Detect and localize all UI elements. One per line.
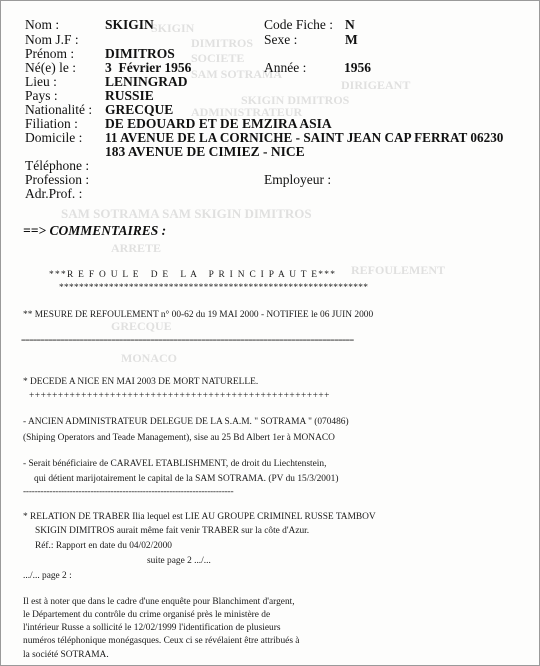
- comment-line: **************************************************************: [59, 283, 369, 293]
- bleed-text: SAM SOTRAMA SAM SKIGIN DIMITROS: [61, 206, 312, 221]
- annee-label: Année :: [264, 60, 307, 75]
- prenom-value: DIMITROS: [105, 46, 175, 61]
- birth-date-label: Né(e) le :: [25, 60, 76, 75]
- comment-line: SKIGIN DIMITROS aurait même fait venir TRABER sur la côte d'Azur.: [35, 526, 310, 536]
- pays-label: Pays :: [25, 88, 58, 103]
- comment-line: ------------------------------------------------------------------------: [23, 487, 234, 497]
- nom-jf-label: Nom J.F :: [25, 32, 79, 47]
- comment-line: le Département du contrôle du crime organisé près le ministère de: [23, 610, 271, 620]
- comment-line: suite page 2 .../...: [147, 556, 211, 566]
- prenom-label: Prénom :: [25, 46, 75, 61]
- comment-line: =====================================================================================: [21, 336, 354, 345]
- employeur-label: Employeur :: [264, 172, 332, 187]
- bleed-text: DIRIGEANT: [341, 78, 411, 92]
- adr-prof-label: Adr.Prof. :: [25, 186, 83, 201]
- nom-label: Nom :: [25, 17, 60, 32]
- comment-line: Il est à noter que dans le cadre d'une enquête pour Blanchiment d'argent,: [23, 597, 295, 607]
- domicile-line-2: 183 AVENUE DE CIMIEZ - NICE: [105, 144, 305, 159]
- annee-value: 1956: [344, 60, 371, 75]
- comment-line: la société SOTRAMA.: [23, 650, 109, 660]
- domicile-label: Domicile :: [25, 130, 83, 145]
- bleed-text: SKIGIN: [151, 21, 195, 35]
- comment-line: (Shiping Operators and Teade Management), sise au 25 Bd Albert 1er à MONACO: [23, 433, 335, 443]
- telephone-label: Téléphone :: [25, 158, 90, 173]
- domicile-line-1: 11 AVENUE DE LA CORNICHE - SAINT JEAN CAP FERRAT 06230: [105, 130, 504, 145]
- code-fiche-label: Code Fiche :: [264, 17, 333, 32]
- birth-date-value: 3 Février 1956: [105, 60, 192, 75]
- bleed-text: ARRETE: [111, 241, 162, 255]
- nationalite-value: GRECQUE: [105, 102, 174, 117]
- comment-line: Réf.: Rapport en date du 04/02/2000: [35, 541, 172, 551]
- filiation-value: DE EDOUARD ET DE EMZIRA ASIA: [105, 116, 332, 131]
- nationalite-label: Nationalité :: [25, 102, 93, 117]
- filiation-label: Filiation :: [25, 116, 78, 131]
- comment-line: * DECEDE A NICE EN MAI 2003 DE MORT NATURELLE.: [23, 377, 259, 387]
- comment-line: * RELATION DE TRABER Ilia lequel est LIE AU GROUPE CRIMINEL RUSSE TAMBOV: [23, 512, 376, 522]
- bleed-text: SOCIETE: [191, 51, 245, 65]
- comment-line: ++++++++++++++++++++++++++++++++++++++++++++++++++++: [29, 391, 330, 401]
- nom-value: SKIGIN: [105, 17, 154, 32]
- bleed-text: GRECQUE: [111, 319, 172, 333]
- comment-line: ** MESURE DE REFOULEMENT n° 00-62 du 19 MAI 2000 - NOTIFIEE le 06 JUIN 2000: [23, 310, 374, 320]
- sexe-value: M: [345, 32, 358, 47]
- code-fiche-value: N: [345, 17, 355, 32]
- comment-line: .../... page 2 :: [23, 571, 72, 581]
- pays-value: RUSSIE: [105, 88, 154, 103]
- profession-label: Profession :: [25, 172, 90, 187]
- bleed-text: ADMINISTRATEUR: [191, 105, 303, 119]
- comment-line: numéros téléphonique monégasques. Ceux ci se révélaient être attribués à: [23, 636, 300, 646]
- sexe-label: Sexe :: [264, 32, 298, 47]
- comment-line: - Serait bénéficiaire de CARAVEL ETABLISHMENT, de droit du Liechtenstein,: [23, 459, 327, 469]
- bleed-text: MONACO: [121, 351, 177, 365]
- comment-line: - ANCIEN ADMINISTRATEUR DELEGUE DE LA S.A.M. " SOTRAMA " (070486): [23, 417, 349, 427]
- bleed-text: SAM SOTRAMA: [191, 67, 283, 81]
- lieu-label: Lieu :: [25, 74, 57, 89]
- comment-line: l'intérieur Russe a sollicité le 12/02/1999 l'identification de plusieurs: [23, 623, 281, 633]
- bleed-text: SKIGIN DIMITROS: [241, 93, 350, 107]
- comment-line: qui détient marijotairement le capital de la SAM SOTRAMA. (PV du 15/3/2001): [34, 474, 339, 484]
- bleed-text: DIMITROS: [191, 36, 254, 50]
- bleed-text: REFOULEMENT: [351, 263, 446, 277]
- comments-header: ==> COMMENTAIRES :: [23, 223, 167, 238]
- comment-line: ***R E F O U L E D E L A P R I N C I P A U T E***: [49, 270, 337, 280]
- lieu-value: LENINGRAD: [105, 74, 188, 89]
